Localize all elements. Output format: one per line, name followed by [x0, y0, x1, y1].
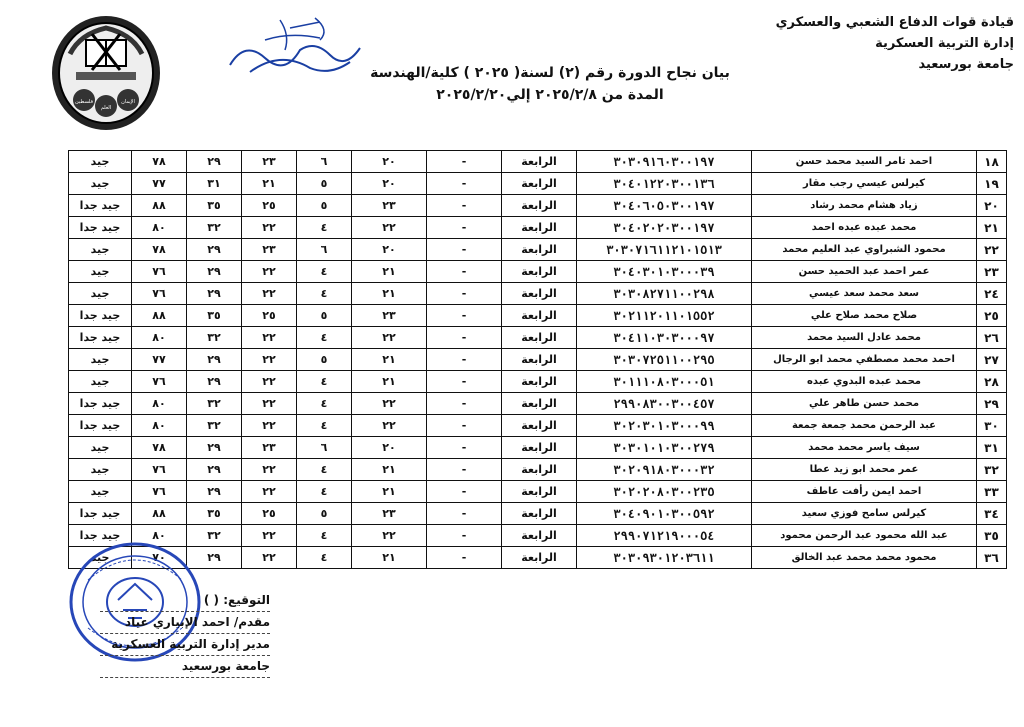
cell-score-b: ٥ [297, 195, 352, 217]
document-title-block [330, 62, 770, 106]
cell-score-b: ٥ [297, 173, 352, 195]
cell-score-a: ٢٣ [352, 503, 427, 525]
header-line-command: قيادة قوات الدفاع الشعبي والعسكري [775, 15, 1014, 30]
cell-score-d: ٣٢ [187, 415, 242, 437]
cell-year-level: الرابعة [502, 239, 577, 261]
cell-total: ٨٨ [132, 305, 187, 327]
table-row [69, 459, 1007, 481]
cell-score-b: ٤ [297, 327, 352, 349]
cell-dash: - [427, 283, 502, 305]
cell-score-d: ٣٢ [187, 525, 242, 547]
cell-score-b: ٦ [297, 151, 352, 173]
cell-student-name: محمد حسن طاهر علي [752, 393, 977, 415]
cell-score-b: ٤ [297, 547, 352, 569]
cell-score-a: ٢٠ [352, 437, 427, 459]
cell-score-c: ٢٢ [242, 327, 297, 349]
cell-total: ٨٠ [132, 217, 187, 239]
cell-student-name: احمد تامر السيد محمد حسن [752, 151, 977, 173]
emblem-label-science: العلم [100, 105, 112, 111]
table-row [69, 261, 1007, 283]
cell-serial: ٢٠ [977, 195, 1007, 217]
cell-grade: جيد [69, 283, 132, 305]
cell-student-name: احمد ايمن رأفت عاطف [752, 481, 977, 503]
cell-score-a: ٢٢ [352, 217, 427, 239]
cell-dash: - [427, 547, 502, 569]
cell-score-a: ٢٠ [352, 173, 427, 195]
cell-total: ٨٠ [132, 327, 187, 349]
cell-serial: ٢١ [977, 217, 1007, 239]
cell-student-name: كيرلس عيسي رجب مقار [752, 173, 977, 195]
cell-score-c: ٢٢ [242, 371, 297, 393]
cell-total: ٧٦ [132, 481, 187, 503]
cell-score-b: ٥ [297, 349, 352, 371]
cell-serial: ٣١ [977, 437, 1007, 459]
cell-total: ٨٨ [132, 503, 187, 525]
cell-total: ٧٨ [132, 437, 187, 459]
cell-grade: جيد [69, 437, 132, 459]
cell-grade: جيد جدا [69, 503, 132, 525]
cell-student-name: احمد محمد مصطفي محمد ابو الرجال [752, 349, 977, 371]
signatory-university: جامعة بورسعيد [100, 656, 270, 678]
cell-year-level: الرابعة [502, 349, 577, 371]
cell-dash: - [427, 173, 502, 195]
cell-serial: ٣٦ [977, 547, 1007, 569]
cell-year-level: الرابعة [502, 151, 577, 173]
cell-total: ٧٦ [132, 283, 187, 305]
cell-national-id: ٢٩٩٠٨٣٠٠٣٠٠٤٥٧ [577, 393, 752, 415]
cell-serial: ١٩ [977, 173, 1007, 195]
cell-dash: - [427, 239, 502, 261]
cell-score-d: ٢٩ [187, 261, 242, 283]
cell-total: ٨٠ [132, 415, 187, 437]
cell-score-d: ٢٩ [187, 481, 242, 503]
cell-serial: ٢٨ [977, 371, 1007, 393]
cell-total: ٧٦ [132, 261, 187, 283]
cell-score-a: ٢١ [352, 371, 427, 393]
cell-national-id: ٣٠٤١١٠٣٠٣٠٠٠٩٧ [577, 327, 752, 349]
table-row [69, 349, 1007, 371]
header-authority [776, 12, 1014, 75]
table-row [69, 151, 1007, 173]
emblem-label-faith: الإيمان [121, 99, 135, 105]
cell-year-level: الرابعة [502, 503, 577, 525]
cell-score-a: ٢١ [352, 283, 427, 305]
cell-score-c: ٢١ [242, 173, 297, 195]
table-row [69, 415, 1007, 437]
emblem-label-palestine: فلسطين [75, 99, 93, 105]
cell-grade: جيد [69, 239, 132, 261]
cell-serial: ٢٧ [977, 349, 1007, 371]
cell-total: ٨٠ [132, 525, 187, 547]
cell-year-level: الرابعة [502, 415, 577, 437]
table-row [69, 437, 1007, 459]
cell-grade: جيد [69, 459, 132, 481]
cell-student-name: محمود محمد محمد عبد الخالق [752, 547, 977, 569]
cell-national-id: ٣٠٣٠٩١٦٠٣٠٠١٩٧ [577, 151, 752, 173]
table-row [69, 393, 1007, 415]
cell-score-c: ٢٢ [242, 459, 297, 481]
cell-student-name: زياد هشام محمد رشاد [752, 195, 977, 217]
cell-national-id: ٣٠١١١٠٨٠٣٠٠٠٥١ [577, 371, 752, 393]
cell-score-c: ٢٢ [242, 415, 297, 437]
cell-year-level: الرابعة [502, 437, 577, 459]
table-row [69, 239, 1007, 261]
cell-year-level: الرابعة [502, 195, 577, 217]
cell-serial: ٣٠ [977, 415, 1007, 437]
cell-national-id: ٣٠٣٠٧٢٥١١٠٠٢٩٥ [577, 349, 752, 371]
cell-grade: جيد جدا [69, 525, 132, 547]
cell-dash: - [427, 481, 502, 503]
results-table-body [69, 151, 1007, 569]
cell-year-level: الرابعة [502, 261, 577, 283]
cell-total: ٨٠ [132, 393, 187, 415]
cell-score-c: ٢٢ [242, 547, 297, 569]
cell-score-a: ٢٢ [352, 525, 427, 547]
cell-total: ٧٧ [132, 349, 187, 371]
cell-national-id: ٣٠٤٠١٢٢٠٣٠٠١٣٦ [577, 173, 752, 195]
cell-year-level: الرابعة [502, 283, 577, 305]
cell-grade: جيد جدا [69, 393, 132, 415]
header-line-department: إدارة التربية العسكرية [875, 36, 1014, 51]
cell-student-name: كيرلس سامح فوزي سعيد [752, 503, 977, 525]
table-row [69, 371, 1007, 393]
cell-serial: ٣٤ [977, 503, 1007, 525]
cell-score-a: ٢٣ [352, 305, 427, 327]
cell-total: ٧٧ [132, 173, 187, 195]
cell-dash: - [427, 349, 502, 371]
cell-score-c: ٢٥ [242, 503, 297, 525]
table-row [69, 481, 1007, 503]
cell-dash: - [427, 195, 502, 217]
cell-total: ٧٦ [132, 371, 187, 393]
cell-grade: جيد [69, 349, 132, 371]
cell-year-level: الرابعة [502, 547, 577, 569]
cell-serial: ٢٦ [977, 327, 1007, 349]
cell-score-d: ٣٢ [187, 327, 242, 349]
cell-dash: - [427, 327, 502, 349]
table-row [69, 173, 1007, 195]
signatory-name: مقدم/ احمد الإبياري عياد [100, 612, 270, 634]
cell-score-d: ٣٥ [187, 195, 242, 217]
cell-dash: - [427, 305, 502, 327]
cell-student-name: محمد عبده عبده احمد [752, 217, 977, 239]
cell-score-c: ٢٢ [242, 217, 297, 239]
table-row [69, 503, 1007, 525]
cell-score-b: ٤ [297, 217, 352, 239]
cell-year-level: الرابعة [502, 217, 577, 239]
cell-score-d: ٢٩ [187, 437, 242, 459]
cell-national-id: ٣٠٤٠٩٠١٠٣٠٠٥٩٢ [577, 503, 752, 525]
cell-total: ٧٨ [132, 239, 187, 261]
cell-grade: جيد جدا [69, 195, 132, 217]
cell-grade: جيد [69, 481, 132, 503]
cell-grade: جيد جدا [69, 415, 132, 437]
cell-serial: ٢٤ [977, 283, 1007, 305]
cell-dash: - [427, 459, 502, 481]
cell-year-level: الرابعة [502, 459, 577, 481]
cell-score-c: ٢٥ [242, 305, 297, 327]
cell-year-level: الرابعة [502, 481, 577, 503]
cell-student-name: محمد عادل السيد محمد [752, 327, 977, 349]
signature-label: التوقيع: ( ) [100, 590, 270, 612]
cell-score-a: ٢٣ [352, 195, 427, 217]
results-table [68, 150, 1007, 569]
cell-year-level: الرابعة [502, 525, 577, 547]
course-period: المدة من ٢٠٢٥/٢/٨ إلي٢٠٢٥/٢/٢٠ [436, 87, 664, 103]
cell-national-id: ٣٠٢٠٣٠١٠٣٠٠٠٩٩ [577, 415, 752, 437]
cell-national-id: ٣٠٣٠٩٣٠١٢٠٣٦١١ [577, 547, 752, 569]
cell-national-id: ٣٠٤٠٦٠٥٠٣٠٠١٩٧ [577, 195, 752, 217]
cell-total: ٧٦ [132, 459, 187, 481]
table-row [69, 327, 1007, 349]
cell-year-level: الرابعة [502, 393, 577, 415]
cell-score-b: ٤ [297, 283, 352, 305]
cell-score-c: ٢٢ [242, 481, 297, 503]
cell-grade: جيد جدا [69, 305, 132, 327]
cell-serial: ٢٣ [977, 261, 1007, 283]
cell-student-name: صلاح محمد صلاح علي [752, 305, 977, 327]
cell-grade: جيد جدا [69, 217, 132, 239]
cell-serial: ٢٩ [977, 393, 1007, 415]
cell-score-d: ٣١ [187, 173, 242, 195]
cell-grade: جيد [69, 547, 132, 569]
cell-national-id: ٣٠٤٠٣٠١٠٣٠٠٠٣٩ [577, 261, 752, 283]
cell-student-name: محمود الشبراوي عبد العليم محمد [752, 239, 977, 261]
cell-score-b: ٤ [297, 481, 352, 503]
cell-score-c: ٢٢ [242, 393, 297, 415]
cell-student-name: سيف ياسر محمد محمد [752, 437, 977, 459]
table-row [69, 547, 1007, 569]
cell-national-id: ٣٠٤٠٢٠٢٠٣٠٠١٩٧ [577, 217, 752, 239]
cell-score-d: ٣٥ [187, 305, 242, 327]
cell-score-a: ٢١ [352, 459, 427, 481]
cell-score-b: ٤ [297, 393, 352, 415]
cell-score-a: ٢١ [352, 349, 427, 371]
cell-dash: - [427, 393, 502, 415]
cell-grade: جيد [69, 261, 132, 283]
cell-national-id: ٣٠٣٠٨٢٧١١٠٠٢٩٨ [577, 283, 752, 305]
cell-score-c: ٢٢ [242, 261, 297, 283]
cell-score-c: ٢٣ [242, 239, 297, 261]
cell-dash: - [427, 261, 502, 283]
cell-score-d: ٣٢ [187, 393, 242, 415]
cell-student-name: سعد محمد سعد عيسي [752, 283, 977, 305]
cell-score-d: ٢٩ [187, 459, 242, 481]
cell-score-c: ٢٢ [242, 283, 297, 305]
cell-student-name: عمر احمد عبد الحميد حسن [752, 261, 977, 283]
cell-score-d: ٢٩ [187, 283, 242, 305]
cell-grade: جيد جدا [69, 327, 132, 349]
cell-total: ٧٠ [132, 547, 187, 569]
cell-score-a: ٢٢ [352, 393, 427, 415]
cell-dash: - [427, 371, 502, 393]
cell-total: ٧٨ [132, 151, 187, 173]
cell-year-level: الرابعة [502, 173, 577, 195]
cell-score-a: ٢٢ [352, 415, 427, 437]
cell-dash: - [427, 151, 502, 173]
cell-score-c: ٢٥ [242, 195, 297, 217]
cell-national-id: ٢٩٩٠٧١٢١٩٠٠٠٥٤ [577, 525, 752, 547]
cell-student-name: عبد الله محمود عبد الرحمن محمود [752, 525, 977, 547]
cell-serial: ١٨ [977, 151, 1007, 173]
cell-score-a: ٢٠ [352, 151, 427, 173]
cell-serial: ٢٢ [977, 239, 1007, 261]
cell-year-level: الرابعة [502, 305, 577, 327]
military-education-emblem-icon [50, 14, 162, 132]
cell-serial: ٣٣ [977, 481, 1007, 503]
cell-serial: ٢٥ [977, 305, 1007, 327]
cell-score-b: ٤ [297, 415, 352, 437]
cell-score-b: ٤ [297, 459, 352, 481]
cell-score-d: ٢٩ [187, 239, 242, 261]
cell-score-d: ٢٩ [187, 349, 242, 371]
cell-score-d: ٣٢ [187, 217, 242, 239]
table-row [69, 525, 1007, 547]
cell-score-b: ٦ [297, 437, 352, 459]
cell-national-id: ٣٠٢٠٩١٨٠٣٠٠٠٣٢ [577, 459, 752, 481]
signatory-title: مدير إدارة التربية العسكرية [100, 634, 270, 656]
cell-score-b: ٦ [297, 239, 352, 261]
cell-national-id: ٣٠٢١١٢٠١١٠١٥٥٢ [577, 305, 752, 327]
cell-score-a: ٢١ [352, 547, 427, 569]
table-row [69, 283, 1007, 305]
cell-grade: جيد [69, 173, 132, 195]
cell-score-b: ٥ [297, 305, 352, 327]
cell-score-a: ٢١ [352, 481, 427, 503]
cell-year-level: الرابعة [502, 371, 577, 393]
cell-total: ٨٨ [132, 195, 187, 217]
cell-dash: - [427, 217, 502, 239]
cell-score-b: ٥ [297, 503, 352, 525]
header-line-university: جامعة بورسعيد [918, 57, 1014, 72]
cell-student-name: عبد الرحمن محمد جمعة جمعة [752, 415, 977, 437]
cell-score-a: ٢٠ [352, 239, 427, 261]
cell-score-c: ٢٣ [242, 151, 297, 173]
cell-score-d: ٢٩ [187, 151, 242, 173]
cell-score-c: ٢٣ [242, 437, 297, 459]
signature-block [100, 590, 270, 678]
cell-student-name: محمد عبده البدوي عبده [752, 371, 977, 393]
cell-score-c: ٢٢ [242, 525, 297, 547]
cell-dash: - [427, 525, 502, 547]
cell-score-b: ٤ [297, 371, 352, 393]
document-title: بيان نجاح الدورة رقم (٢) لسنة( ٢٠٢٥ ) كلية/الهندسة [370, 65, 730, 81]
cell-national-id: ٣٠٣٠٧١٦١١٢١٠١٥١٣ [577, 239, 752, 261]
cell-score-d: ٢٩ [187, 371, 242, 393]
cell-score-a: ٢١ [352, 261, 427, 283]
cell-dash: - [427, 437, 502, 459]
cell-score-c: ٢٢ [242, 349, 297, 371]
cell-dash: - [427, 415, 502, 437]
table-row [69, 217, 1007, 239]
cell-score-a: ٢٢ [352, 327, 427, 349]
table-row [69, 195, 1007, 217]
cell-national-id: ٣٠٣٠١٠١٠٣٠٠٢٧٩ [577, 437, 752, 459]
cell-score-d: ٢٩ [187, 547, 242, 569]
cell-grade: جيد [69, 371, 132, 393]
cell-score-d: ٣٥ [187, 503, 242, 525]
cell-national-id: ٣٠٢٠٢٠٨٠٣٠٠٢٣٥ [577, 481, 752, 503]
cell-year-level: الرابعة [502, 327, 577, 349]
cell-score-b: ٤ [297, 525, 352, 547]
cell-grade: جيد [69, 151, 132, 173]
cell-score-b: ٤ [297, 261, 352, 283]
cell-student-name: عمر محمد ابو زيد عطا [752, 459, 977, 481]
cell-serial: ٣٢ [977, 459, 1007, 481]
table-row [69, 305, 1007, 327]
cell-dash: - [427, 503, 502, 525]
cell-serial: ٣٥ [977, 525, 1007, 547]
